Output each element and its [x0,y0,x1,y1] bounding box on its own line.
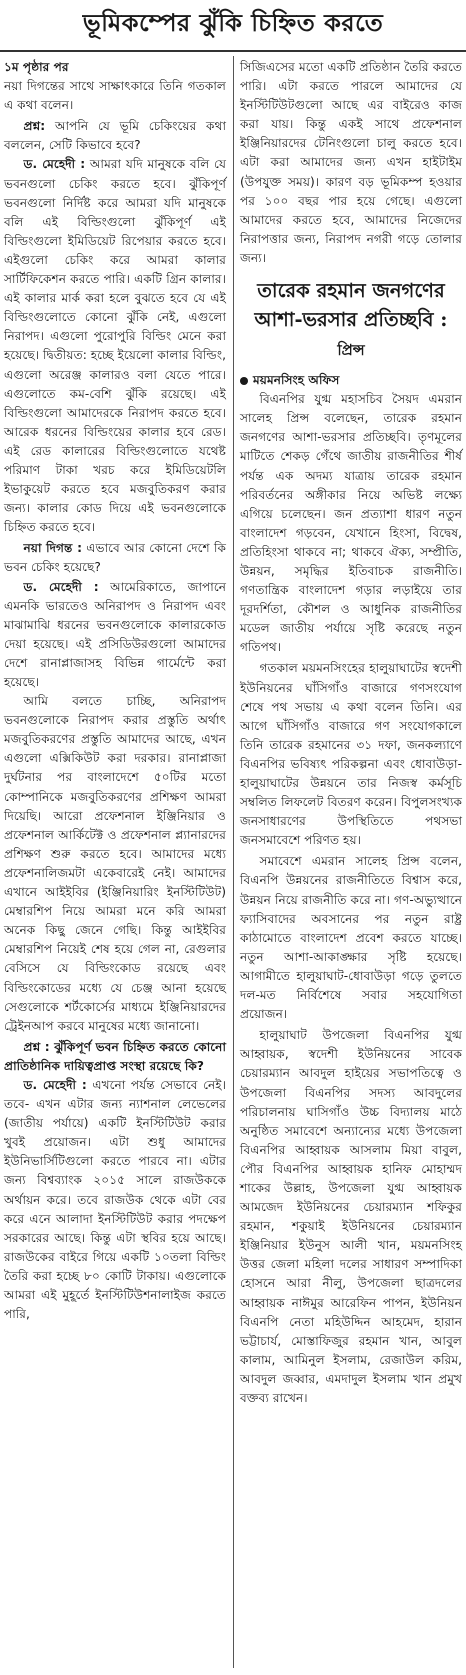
dateline-text: ময়মনসিংহ অফিস [253,373,340,388]
answer-text: এখনো পর্যন্ত সেভাবে নেই। তবে- এখন এটার জন্য ন্যাশনাল লেভেলের (জাতীয় পর্যায়ে) একটি ইনস্টিটিউট করার খুবই প্রয়োজন। এটা শুধু আমাদের ইউনিভার্সিটিগুলো করতে পারবে না। এটার জন্য বিশ্বব্যাংক ২০১৫ সালে রাজউককে অর্থায়ন করে। তবে রাজউক থেকে এটা বের করে এনে আলাদা ইনস্টিটিউট করার পদক্ষেপ সরকারের আছে। কিন্তু এটা স্থবির হয়ে আছে। রাজউকের বাইরে গিয়ে একটি ১০তলা বিল্ডিং তৈরি করা হচ্ছে ৮০ কোটি টাকায়। এগুলোকে আমরা এই মুহূর্তে ইনস্টিটিউশনালাইজ করতে পারি, [4,1077,226,1322]
question-label: নয়া দিগন্ত : [23,541,82,556]
right-column [240,58,462,1408]
question-text: আপনি যে ভূমি চেকিংয়ের কথা বললেন, সেটি কিভাবে হবে? [4,119,227,153]
continued-text: সিজিএসের মতো একটি প্রতিষ্ঠান তৈরি করতে পারি। এটা করতে পারলে আমাদের যে ইনস্টিটিউটগুলো আছে এর বাইরেও কাজ করা যায়। কিন্তু একই সাথে প্রফেশনাল ইঞ্জিনিয়ারদের টেনিংগুলো চালু করতে হবে। এটা করা আমাদের জন্য এখন হাইটাইম (উপযুক্ত সময়)। কারণ বড় ভূমিকম্প হওয়ার পর ১০০ বছর পার হয়ে গেছে। এগুলো আমাদের করতে হবে, আমাদের নিজেদের নিরাপত্তার জন্য, নিরাপদ নগরী গড়ে তোলার জন্য। [240,60,462,265]
answer-text: আমেরিকাতে, জাপানে এমনকি ভারতেও অনিরাপদ ও নিরাপদ এবং মাঝামাঝি ধরনের ভবনগুলোকে কালারকোড দেয়া হয়েছে। এই প্রসিডিউরগুলো আমাদের দেশে রানাপ্লাজাসহ বিভিন্ন গার্মেন্টে করা হয়েছে। [4,579,226,689]
article-2-paragraph-2: গতকাল ময়মনসিংহের হালুয়াঘাটের স্বদেশী ইউনিয়নের ঘাঁসিগাঁও বাজারে গণসংযোগ শেষে পথ সভায় এ কথা বলেন তিনি। এর আগে ঘাঁসিগাঁও বাজারে গণ সংযোগকালে তিনি তারেক রহমানের ৩১ দফা, জনকল্যাণে বিএনপির ভবিষ্যৎ পরিকল্পনা এবং ধোবাউড়া-হালুয়াঘাটের উন্নয়নে তার নিজস্ব কর্মসূচি সম্বলিত লিফলেট বিতরণ করেন। বিপুলসংখ্যক জনসাধারণের উপস্থিতিতে পথসভা জনসমাবেশে পরিণত হয়। [240,661,462,848]
dateline [240,371,462,390]
answer-1 [4,155,226,537]
column-divider [233,56,234,1668]
question-text: এভাবে আর কোনো দেশে কি ভবন চেকিং হয়েছে? [4,541,227,575]
question-1 [4,117,226,155]
article-2-headline [240,276,462,365]
speaker-label: ড. মেহেদী : [23,1077,87,1092]
headline: ভূমিকম্পের ঝুঁকি চিহ্নিত করতে [0,0,466,52]
bullet-icon [240,377,248,385]
speaker-label: ড. মেহেদী : [23,579,99,594]
article-2-headline-speaker: প্রিন্স [337,341,365,360]
continued-marker: ১ম পৃষ্ঠার পর [4,60,69,74]
question-label: প্রশ্ন : [23,1039,50,1054]
article-2-paragraph-3: সমাবেশে এমরান সালেহ প্রিন্স বলেন, বিএনপি উন্নয়নের রাজনীতিতে বিশ্বাস করে, উন্নয়ন নিয়ে রাজনীতি করে না। গণ-অভ্যুত্থানে ফ্যাসিবাদের অবসানের পর নতুন রাষ্ট্র কাঠামোতে বাংলাদেশ প্রবেশ করতে যাচ্ছে। নতুন আশা-আকাঙ্ক্ষার সৃষ্টি হয়েছে। আগামীতে হালুয়াঘাট-ধোবাউড়া গড়ে তুলতে দল-মত নির্বিশেষে সবার সহযোগিতা প্রয়োজন। [240,854,462,1022]
answer-text: আমরা যদি মানুষকে বলি যে ভবনগুলো চেকিং করতে হবে। ঝুঁকিপূর্ণ ভবনগুলো নির্দিষ্ট করে আমরা যদি মানুষকে বলি এই বিল্ডিংগুলো ঝুঁকিপূর্ণ এই বিল্ডিংগুলো ইমিডিয়েট রিপেয়ার করতে হবে। এইগুলো চেকিং করে আমরা কালার সার্টিফিকেশন করতে পারি। একটি গ্রিন কালার। এই কালার মার্ক করা হলে বুঝতে হবে যে এই বিল্ডিংগুলোতে কোনো ঝুঁকি নেই, এগুলো নিরাপদ। এগুলো পুরোপুরি বিল্ডিং মেনে করা হয়েছে। দ্বিতীয়ত: হচ্ছে ইয়েলো কালার বিল্ডিং, এগুলো অরেঞ্জ কালারও বলা যেতে পারে। এগুলোতে কম-বেশি ঝুঁকি রয়েছে। এই বিল্ডিংগুলো আমাদেরকে নিরাপদ করতে হবে। আরেক ধরনের বিল্ডিংয়ের কালার হবে রেড। এই রেড কালারের বিল্ডিংগুলোতে যথেষ্ট পরিমাণ টাকা খরচ করে ইমিডিয়েটলি ইভাকুয়েট করতে হবে মজবুতিকরণ করার জন্য। কালার কোড দিয়ে এই ভবনগুলোকে চিহ্নিত করতে হবে। [4,157,226,535]
answer-2-continued: আমি বলতে চাচ্ছি, অনিরাপদ ভবনগুলোকে নিরাপদ করার প্রস্তুতি অর্থাৎ মজবুতিকরণের প্রস্তুতি আমাদের আছে, এখন এগুলো এক্সিকিউট করা দরকার। রানাপ্লাজা দুর্ঘটনার পর বাংলাদেশে ৫০টির মতো কোম্পানিকে মজবুতিকরণের প্রশিক্ষণ আমরা দিয়েছি। আরো প্রফেশনাল ইঞ্জিনিয়ার ও প্রফেশনাল আর্কিটেক্ট ও প্রফেশনাল প্ল্যানারদের প্রশিক্ষণ শুরু করতে হবে। আমাদের মধ্যে প্রফেশনালিজমটা একেবারেই নেই। আমাদের এখানে আইইবির (ইঞ্জিনিয়ারিং ইনস্টিটিউট) মেম্বারশিপ নিয়ে আমরা মনে করি আমরা অনেক কিছু জেনে গেছি। কিন্তু আইইবির মেম্বারশিপ নিয়েই শেষ হয়ে গেল না, রেগুলার বেসিসে যে বিল্ডিংকোড রয়েছে এবং বিল্ডিংকোডের মধ্যে যে চেঞ্জ আনা হয়েছে সেগুলোকে শর্টকোর্সের মাধ্যমে ইঞ্জিনিয়ারদের ট্রেইনআপ করবে মানুষের মধ্যে জানানো। [4,694,226,1033]
left-column [4,58,226,1324]
speaker-label: ড. মেহেদী : [23,157,86,172]
answer-2 [4,578,226,693]
article-2-headline-text: তারেক রহমান জনগণের আশা-ভরসার প্রতিচ্ছবি : [254,279,448,332]
answer-3 [4,1076,226,1324]
article-2-paragraph-4: হালুয়াঘাট উপজেলা বিএনপির যুগ্ম আহ্বায়ক, স্বদেশী ইউনিয়নের সাবেক চেয়ারম্যান আবদুল হাইয়ের সভাপতিত্বে ও উপজেলা বিএনপির সদস্য আবদুলের পরিচালনায় ঘাসিগাঁও উচ্চ বিদ্যালয় মাঠে অনুষ্ঠিত সমাবেশে অন্যান্যের মধ্যে উপজেলা বিএনপির আহ্বায়ক আসলাম মিয়া বাবুল, পৌর বিএনপির আহ্বায়ক হানিফ মোহাম্মদ শাকের উল্লাহ, উপজেলা যুগ্ম আহ্বায়ক আমজেদ ইউনিয়নের চেয়ারম্যান শফিকুর রহমান, শকুয়াই ইউনিয়নের চেয়ারম্যান ইঞ্জিনিয়ার ইউনুস আলী খান, ময়মনসিংহ উত্তর জেলা মহিলা দলের সাধারণ সম্পাদিকা হোসনে আরা নীলু, উপজেলা ছাত্রদলের আহ্বায়ক নাঈমুর আরেফিন পাপন, ইউনিয়ন বিএনপি নেতা মহিউদ্দিন আহমেদ, হারান ভট্টাচার্য, মোস্তাফিজুর রহমান খান, আবুল কালাম, আমিনুল ইসলাম, রেজাউল করিম, আবদুল জব্বার, এমদাদুল ইসলাম খান প্রমুখ বক্তব্য রাখেন। [240,1028,462,1405]
question-3 [4,1038,226,1076]
intro-paragraph: নয়া দিগন্তের সাথে সাক্ষাৎকারে তিনি গতকাল এ কথা বলেন। [4,79,226,113]
article-2-paragraph-1: বিএনপির যুগ্ম মহাসচিব সৈয়দ এমরান সালেহ প্রিন্স বলেছেন, তারেক রহমান জনগণের আশা-ভরসার প্রতিচ্ছবি। তৃণমূলের মাটিতে শেকড় গেঁথে জাতীয় রাজনীতির শীর্ষ পর্যন্ত এক অদম্য যাত্রায় তারেক রহমান পরিবর্তনের অঙ্গীকার নিয়ে অভিষ্ট লক্ষ্যে এগিয়ে চলেছেন। জন প্রত্যাশা ধারণ নতুন বাংলাদেশ গড়বেন, যেখানে হিংসা, বিদ্বেষ, প্রতিহিংসা থাকবে না; থাকবে ঐক্য, সম্প্রীতি, উন্নয়ন, সমৃদ্ধির ইতিবাচক রাজনীতি। গণতান্ত্রিক বাংলাদেশ গড়ার লড়াইয়ে তার দূরদর্শিতা, কৌশল ও আধুনিক রাজনীতির মডেল জাতীয় পর্যায়ে সৃষ্টি করেছে নতুন গতিপথ। [240,392,462,655]
question-text: ঝুঁকিপূর্ণ ভবন চিহ্নিত করতে কোনো প্রাতিষ্ঠানিক দায়িত্বপ্রাপ্ত সংস্থা রয়েছে কি? [4,1039,226,1073]
question-2 [4,539,226,577]
question-label: প্রশ্ন: [23,119,46,134]
